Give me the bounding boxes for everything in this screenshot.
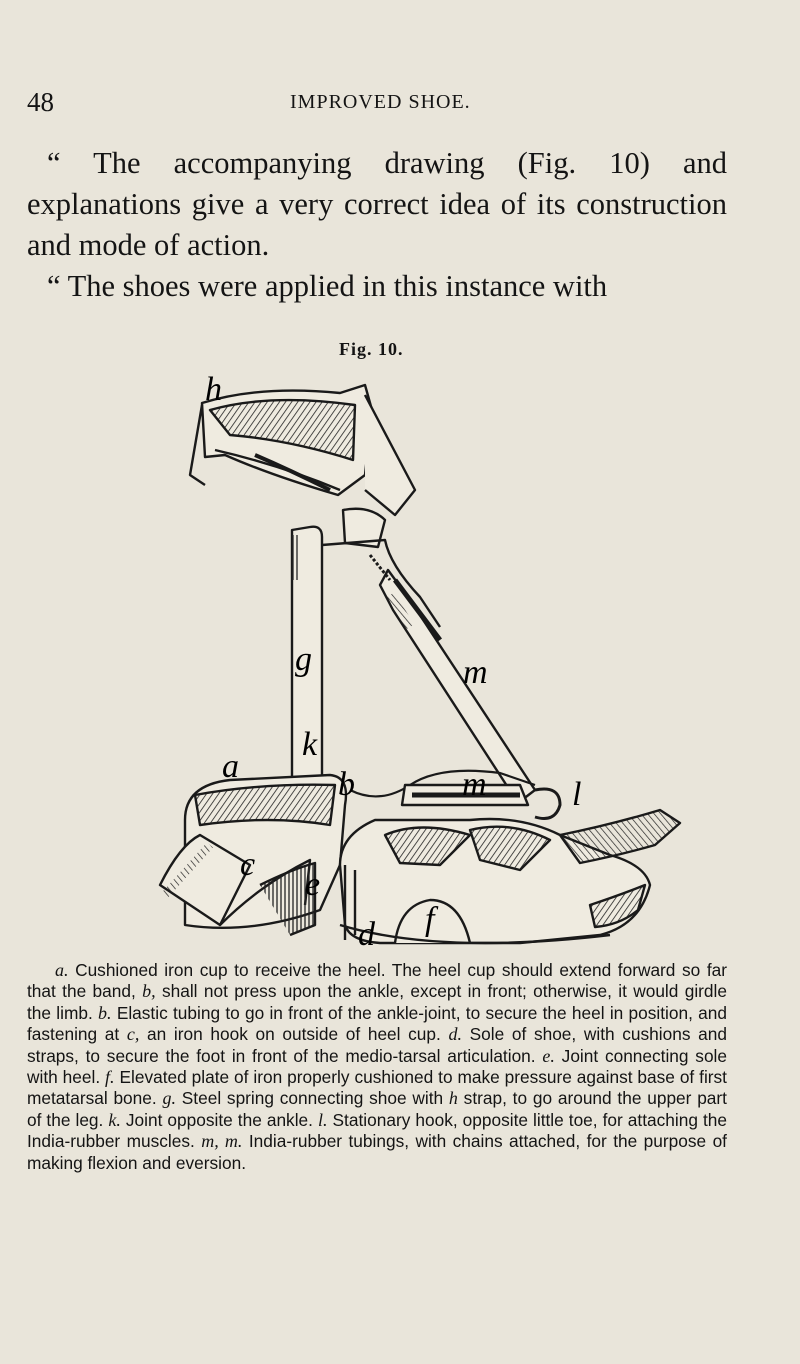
caption-mm-text: India-rubber tubings, with chains attached, for the purpose of making flexion and eversion.	[27, 1131, 727, 1173]
body-paragraph-1: “ The accompanying drawing (Fig. 10) and explanations give a very correct idea of its construction and mode of action.	[27, 146, 727, 262]
figure-part-label-g: g	[295, 641, 312, 678]
caption-key-b: b.	[98, 1002, 112, 1023]
figure-caption	[27, 960, 727, 1174]
caption-d-text: Sole of shoe, with cushions and straps, to secure the foot in front of the medio-tarsal articulation.	[27, 1024, 727, 1066]
figure-part-label-b: b	[338, 766, 355, 803]
figure-part-label-m-upper: m	[463, 654, 488, 691]
caption-key-g: g.	[162, 1088, 176, 1109]
caption-key-a: a.	[55, 960, 69, 980]
figure-part-label-l: l	[572, 776, 582, 813]
caption-l-text: Stationary hook, opposite little toe, for attaching the India-rubber muscles.	[27, 1109, 727, 1152]
caption-b-text-2: an iron hook on outside of heel cup.	[147, 1024, 441, 1045]
caption-g-text-2: strap, to go around the upper part of the leg.	[27, 1088, 727, 1130]
figure-part-label-h: h	[205, 371, 222, 408]
caption-ref-c: c,	[126, 1024, 140, 1045]
figure-label: Fig. 10.	[339, 339, 404, 359]
caption-ref-b: b,	[142, 981, 156, 1002]
body-paragraph-2: “ The shoes were applied in this instance with	[47, 269, 608, 303]
improved-shoe-drawing-icon	[140, 365, 700, 950]
caption-key-e: e.	[542, 1045, 555, 1066]
figure-part-label-k: k	[302, 726, 318, 763]
caption-key-k: k.	[108, 1109, 121, 1130]
figure-part-label-c: c	[240, 846, 256, 883]
caption-key-d: d.	[448, 1024, 462, 1045]
caption-key-mm: m, m.	[201, 1131, 243, 1152]
caption-g-text: Steel spring connecting shoe with	[181, 1088, 444, 1109]
caption-key-f: f.	[105, 1067, 115, 1088]
figure-part-label-f: f	[425, 901, 435, 938]
caption-f-text: Elevated plate of iron properly cushioned to make pressure against base of first metatarsal bone.	[27, 1067, 727, 1109]
figure-part-label-a: a	[222, 748, 239, 785]
caption-e-text: Joint connecting sole with heel.	[27, 1045, 728, 1088]
caption-a-text: Cushioned iron cup to receive the heel. The heel cup should extend forward so far that the band,	[27, 960, 727, 1002]
running-head: IMPROVED SHOE.	[290, 91, 471, 113]
figure-part-label-m-lower: m	[462, 766, 487, 803]
caption-b-text: Elastic tubing to go in front of the ankle-joint, to secure the heel in position, and fastening at	[27, 1002, 727, 1045]
caption-a-text-2: shall not press upon the ankle, except in front; otherwise, it would girdle the limb.	[27, 981, 727, 1023]
figure-part-label-e: e	[305, 866, 321, 903]
page-number: 48	[27, 87, 54, 117]
figure-part-label-d: d	[358, 916, 375, 950]
caption-ref-h: h	[448, 1088, 458, 1109]
caption-k-text: Joint opposite the ankle.	[125, 1109, 313, 1130]
caption-key-l: l.	[317, 1109, 328, 1130]
